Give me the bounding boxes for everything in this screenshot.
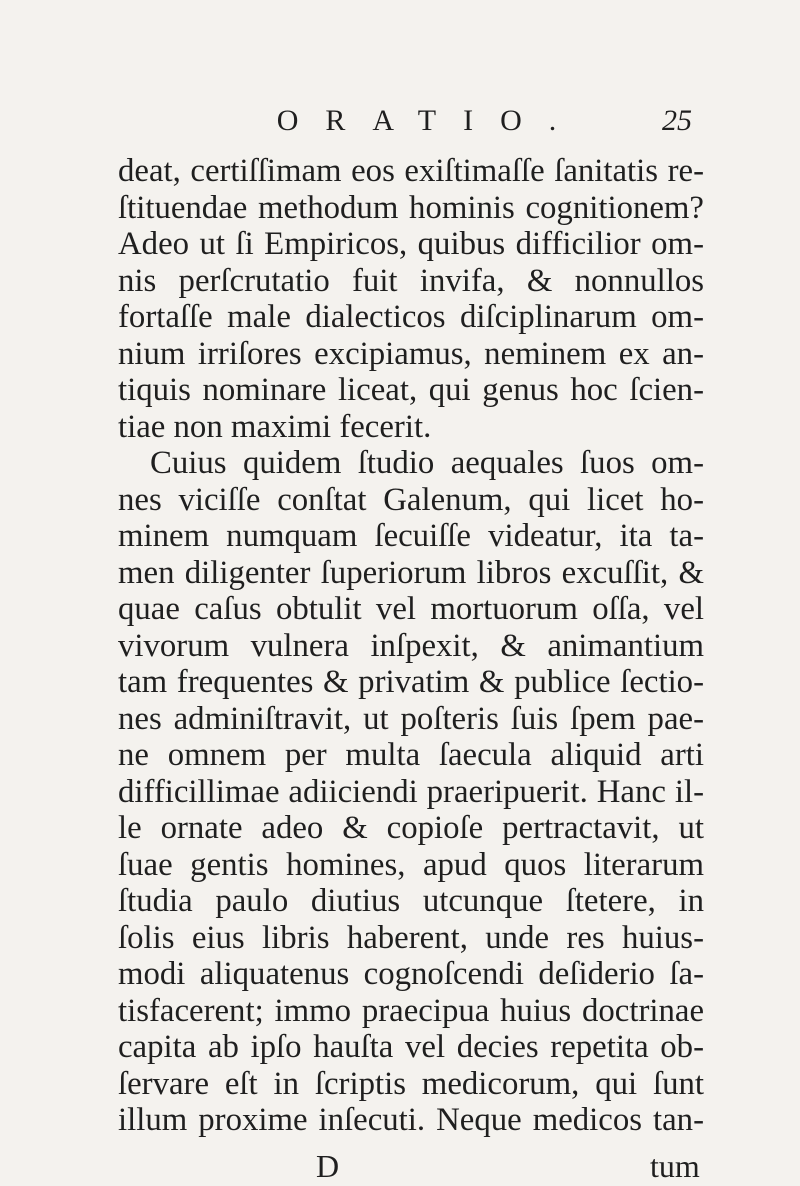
text-line: tiquis nominare liceat, qui genus hoc ſcien- bbox=[118, 372, 704, 408]
page-number: 25 bbox=[662, 104, 692, 137]
text-line: nium irriſores excipiamus, neminem ex an- bbox=[118, 335, 704, 372]
text-line: ſervare eſt in ſcriptis medicorum, qui ſunt bbox=[118, 1065, 704, 1102]
text-line: ſtituendae methodum hominis cognitionem? bbox=[118, 189, 704, 226]
text-line: minem numquam ſecuiſſe videatur, ita ta- bbox=[118, 518, 704, 554]
text-line: difficillimae adiiciendi praeripuerit. Hanc il- bbox=[118, 773, 704, 810]
text-line: nes adminiſtravit, ut poſteris ſuis ſpem pae- bbox=[118, 700, 704, 737]
text-line: illum proxime inſecuti. Neque medicos tan- bbox=[118, 1102, 704, 1138]
text-line: ſuae gentis homines, apud quos literarum bbox=[118, 846, 704, 883]
text-line: vivorum vulnera inſpexit, & animantium bbox=[118, 627, 704, 664]
text-line: men diligenter ſuperiorum libros excuſſit, & bbox=[118, 554, 704, 591]
page-footer bbox=[0, 1148, 800, 1186]
signature-mark: D bbox=[316, 1148, 340, 1184]
text-line: fortaſſe male dialecticos diſciplinarum om- bbox=[118, 299, 704, 335]
text-line: quae caſus obtulit vel mortuorum oſſa, vel bbox=[118, 591, 704, 627]
text-line: Adeo ut ſi Empiricos, quibus difficilior om- bbox=[118, 226, 704, 262]
text-line: Cuius quidem ſtudio aequales ſuos om- bbox=[150, 445, 704, 481]
text-line: nis perſcrutatio fuit invifa, & nonnullos bbox=[118, 262, 704, 299]
text-line: nes viciſſe conſtat Galenum, qui licet ho- bbox=[118, 481, 704, 518]
page-header bbox=[0, 104, 800, 144]
running-title: ORATIO. bbox=[276, 104, 584, 137]
text-line: modi aliquatenus cognoſcendi deſiderio ſa- bbox=[118, 956, 704, 992]
text-line: ſtudia paulo diutius utcunque ſtetere, in bbox=[118, 883, 704, 919]
text-line: le ornate adeo & copioſe pertractavit, ut bbox=[118, 810, 704, 846]
text-line: deat, certiſſimam eos exiſtimaſſe ſanitatis re- bbox=[118, 153, 704, 189]
text-line: ſolis eius libris haberent, unde res huius- bbox=[118, 919, 704, 956]
text-line: tisfacerent; immo praecipua huius doctrinae bbox=[118, 992, 704, 1029]
text-line: tiae non maximi fecerit. bbox=[118, 408, 432, 445]
text-line: capita ab ipſo hauſta vel decies repetita ob- bbox=[118, 1029, 704, 1065]
text-line: tam frequentes & privatim & publice ſectio- bbox=[118, 664, 704, 700]
catchword: tum bbox=[650, 1148, 700, 1184]
body-text bbox=[118, 153, 704, 1139]
text-line: ne omnem per multa ſaecula aliquid arti bbox=[118, 737, 704, 773]
